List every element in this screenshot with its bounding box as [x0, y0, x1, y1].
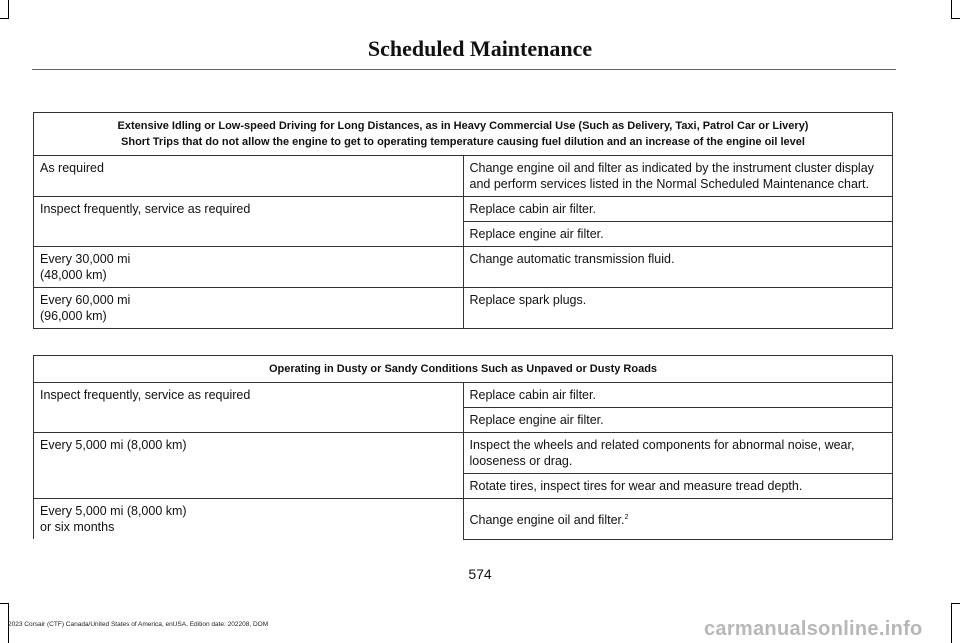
interval-cell [34, 288, 464, 329]
crop-mark [951, 0, 952, 18]
table-heading [34, 113, 893, 156]
table-row [34, 197, 893, 222]
interval-line: Every 5,000 mi (8,000 km) [40, 504, 187, 518]
table-row [34, 433, 893, 474]
table-row [34, 288, 893, 329]
action-text: Change engine oil and filter. [469, 512, 625, 527]
table-header-row [34, 356, 893, 383]
action-cell: Change automatic transmission fluid. [463, 247, 893, 288]
action-cell: Replace engine air filter. [463, 408, 893, 433]
action-cell [463, 499, 893, 540]
crop-mark [951, 18, 960, 19]
page-number: 574 [468, 566, 492, 582]
interval-cell: Inspect frequently, service as required [34, 383, 464, 433]
action-cell: Inspect the wheels and related components for abnormal noise, wear, looseness or drag. [463, 433, 893, 474]
table-row [34, 499, 893, 540]
interval-line: (48,000 km) [40, 268, 107, 282]
action-cell: Replace engine air filter. [463, 222, 893, 247]
interval-cell [34, 247, 464, 288]
watermark: carmanualsonline.info [704, 618, 923, 640]
crop-mark [8, 0, 9, 18]
table-heading-line: Extensive Idling or Low-speed Driving for Long Distances, as in Heavy Commercial Use (Such as Delivery, Taxi, Patrol Car or Livery) [117, 120, 809, 132]
table-heading-line: Short Trips that do not allow the engine to get to operating temperature causing fuel dilution and an increase of the engine oil level [121, 136, 805, 148]
table-heading: Operating in Dusty or Sandy Conditions Such as Unpaved or Dusty Roads [34, 356, 893, 383]
action-cell: Replace cabin air filter. [463, 383, 893, 408]
table-header-row [34, 113, 893, 156]
interval-cell: Inspect frequently, service as required [34, 197, 464, 247]
interval-cell: Every 5,000 mi (8,000 km) [34, 433, 464, 499]
interval-line: or six months [40, 520, 115, 534]
crop-mark [0, 603, 9, 604]
table-row [34, 383, 893, 408]
crop-mark [0, 18, 9, 19]
crop-mark [951, 603, 960, 604]
interval-line: (96,000 km) [40, 309, 107, 323]
action-cell: Replace spark plugs. [463, 288, 893, 329]
maintenance-table-heavy-use [33, 112, 893, 329]
table-row [34, 247, 893, 288]
footnote-marker: 2 [624, 513, 629, 521]
action-cell: Replace cabin air filter. [463, 197, 893, 222]
action-cell: Rotate tires, inspect tires for wear and measure tread depth. [463, 474, 893, 499]
interval-line: Every 30,000 mi [40, 252, 131, 266]
footer-edition-text: 2023 Corsair (CTF) Canada/United States of America, enUSA, Edition date: 202208, DOM [8, 621, 269, 628]
interval-cell [34, 499, 464, 540]
table-row [34, 156, 893, 197]
maintenance-table-dusty-conditions [33, 355, 893, 540]
action-cell: Change engine oil and filter as indicated by the instrument cluster display and perform services listed in the Normal Scheduled Maintenance chart. [463, 156, 893, 197]
interval-line: Every 60,000 mi [40, 293, 131, 307]
interval-cell: As required [34, 156, 464, 197]
title-divider [32, 69, 896, 70]
crop-mark [951, 603, 952, 643]
page-title: Scheduled Maintenance [367, 36, 593, 61]
